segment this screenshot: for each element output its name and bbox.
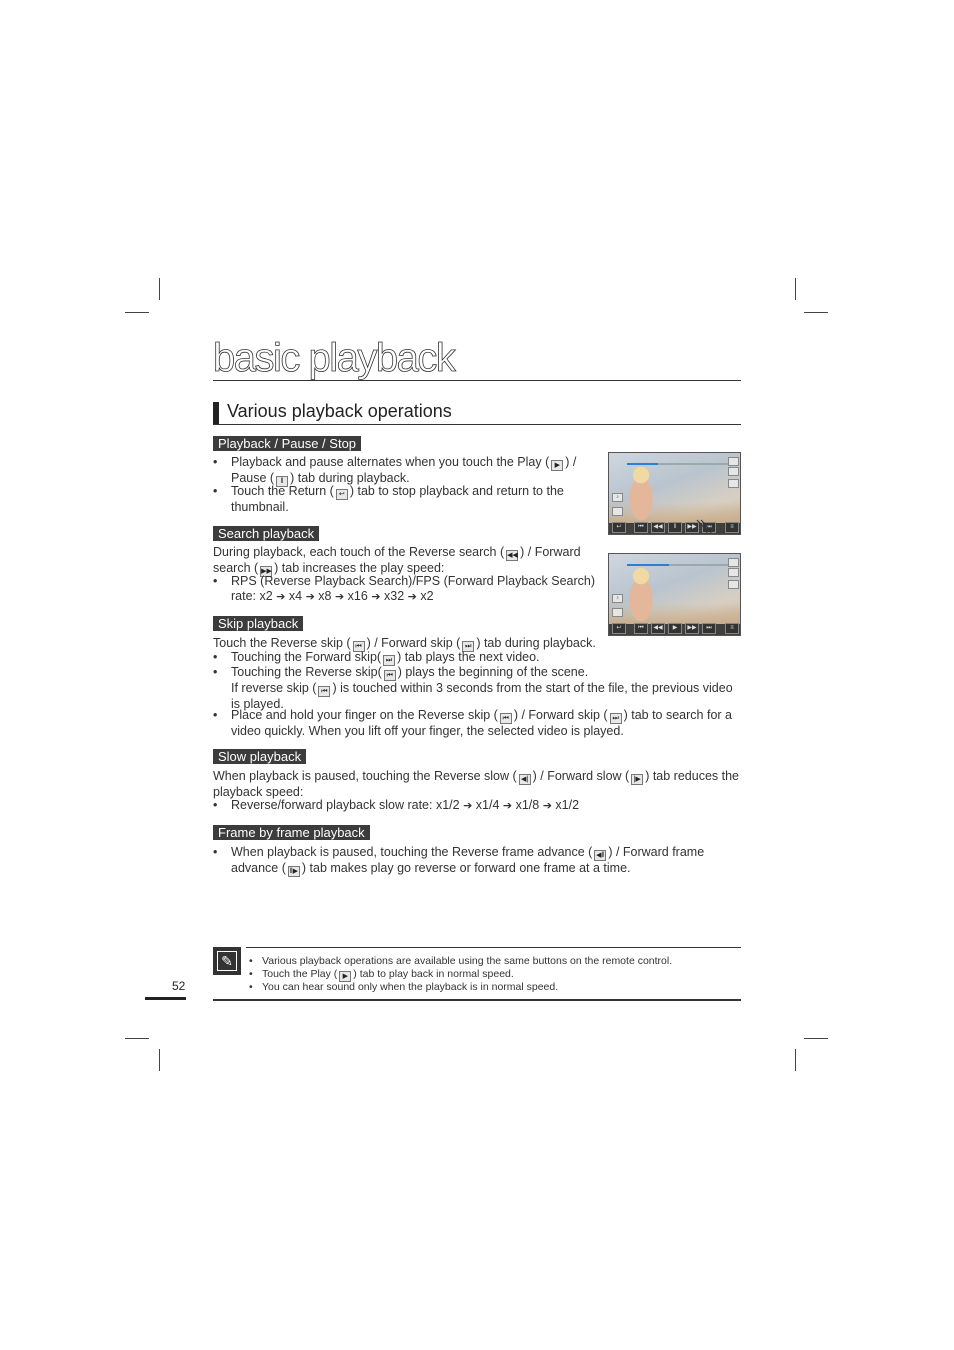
footer-line [213,999,741,1001]
crop-mark [125,312,149,313]
reverse-skip-icon: ⏮ [353,641,365,652]
playback-screen-2 [608,553,741,636]
forward-skip-icon: ⏭ [383,655,395,666]
forward-frame-icon: ‖▶ [289,868,299,875]
note-sound: • You can hear sound only when the playback is in normal speed. [249,981,559,993]
label-slow-playback: Slow playback [213,749,306,764]
forward-skip-icon[interactable]: ⏭ [702,522,716,533]
memo-icon: ✎ [213,947,241,975]
return-icon[interactable]: ↩ [612,623,626,634]
crop-mark [125,1038,149,1039]
reverse-skip-icon[interactable]: ⏮ [634,623,648,634]
label-search-playback: Search playback [213,526,319,541]
forward-skip-icon: ⏭ [462,641,474,652]
forward-search-icon: ▶▶ [261,568,272,575]
page-title: basic playback [213,338,741,381]
forward-search-icon[interactable]: ▶▶ [685,623,699,634]
finger-cursor-icon [695,519,715,535]
forward-skip-icon: ⏭ [610,713,622,724]
crop-mark [795,1049,796,1071]
note-play: • Touch the Play ( ▶ ) tab to play back in normal speed. [249,968,514,980]
reverse-skip-icon: ⏮ [500,713,512,724]
reverse-skip-icon: ⏮ [384,670,396,681]
bullet-hold-skip: • Place and hold your finger on the Reverse skip ( ⏮ ) / Forward skip ( ⏭ ) tab to search for a video quickly. When you lift off your finger, the selected video is played. [213,708,732,738]
crop-mark [159,278,160,300]
child-photo [623,566,659,622]
volume-icon [612,608,623,617]
skip-paragraph: Touch the Reverse skip ( ⏮ ) / Forward skip ( ⏭ ) tab during playback. [213,636,596,650]
bullet-slow-rate: • Reverse/forward playback slow rate: x1/2 ➔ x1/4 ➔ x1/8 ➔ x1/2 [213,798,580,812]
music-icon: ♪ [612,493,623,502]
reverse-skip-icon[interactable]: ⏮ [634,522,648,533]
bullet-play-pause: • Playback and pause alternates when you touch the Play ( ▶ ) / Pause ( ‖ ) tab during playback. [213,455,577,485]
label-frame-playback: Frame by frame playback [213,825,370,840]
menu-icon[interactable]: ≡ [725,522,739,533]
section-heading [213,401,741,425]
bullet-frame-advance: • When playback is paused, touching the Reverse frame advance ( ◀‖ ) / Forward frame advance ( ‖▶ ) tab makes play go reverse or forward one frame at a time. [213,845,705,875]
page-number-bar [145,997,186,1000]
return-icon[interactable]: ↩ [612,522,626,533]
playback-screen-1 [608,452,741,535]
section-bar [213,402,219,424]
play-icon[interactable]: ▶ [668,623,682,634]
pause-icon: ‖ [276,476,288,487]
child-photo [623,465,659,521]
reverse-skip-icon: ⏮ [318,686,330,697]
forward-skip-icon[interactable]: ⏭ [702,623,716,634]
menu-icon[interactable]: ≡ [725,623,739,634]
crop-mark [804,312,828,313]
bullet-reverse-skip: • Touching the Reverse skip( ⏮ ) plays the beginning of the scene. If reverse skip ( ⏮ ) is touched within 3 seconds from the start of the file, the previous video is played. [213,665,733,711]
reverse-slow-icon: ◀| [519,774,531,785]
quality-icon [728,580,739,589]
resolution-icon [728,467,739,476]
bullet-forward-skip: • Touching the Forward skip( ⏭ ) tab plays the next video. [213,650,540,664]
note-divider [246,947,741,948]
crop-mark [159,1049,160,1071]
quality-icon [728,479,739,488]
reverse-search-icon[interactable]: ◀◀ [651,623,665,634]
return-icon: ↩ [336,489,348,500]
forward-slow-icon: |▶ [631,774,643,785]
label-playback-pause-stop: Playback / Pause / Stop [213,436,361,451]
label-skip-playback: Skip playback [213,616,303,631]
reverse-search-icon[interactable]: ◀◀ [651,522,665,533]
play-icon: ▶ [339,971,351,982]
reverse-frame-icon: ◀‖ [596,852,605,859]
play-icon: ▶ [551,460,563,471]
note-remote: • Various playback operations are available using the same buttons on the remote control. [249,955,673,967]
slow-paragraph: When playback is paused, touching the Reverse slow ( ◀| ) / Forward slow ( |▶ ) tab reduces the playback speed: [213,769,739,799]
reverse-search-icon: ◀◀ [507,552,518,559]
search-paragraph: During playback, each touch of the Reverse search ( ◀◀ ) / Forward search ( ▶▶ ) tab increases the play speed: [213,545,581,575]
page-number: 52 [172,979,186,993]
bullet-return: • Touch the Return ( ↩ ) tab to stop playback and return to the thumbnail. [213,484,564,514]
crop-mark [804,1038,828,1039]
forward-search-icon[interactable]: ▶▶ [685,522,699,533]
pause-icon[interactable]: ‖ [668,522,682,533]
crop-mark [795,278,796,300]
volume-icon [612,507,623,516]
battery-icon [728,558,739,567]
music-icon: ♪ [612,594,623,603]
bullet-search-rate: • RPS (Reverse Playback Search)/FPS (Forward Playback Search) rate: x2 ➔ x4 ➔ x8 ➔ x16 ➔ x32 ➔ x2 [213,574,596,603]
battery-icon [728,457,739,466]
section-title: Various playback operations [227,401,452,421]
resolution-icon [728,568,739,577]
